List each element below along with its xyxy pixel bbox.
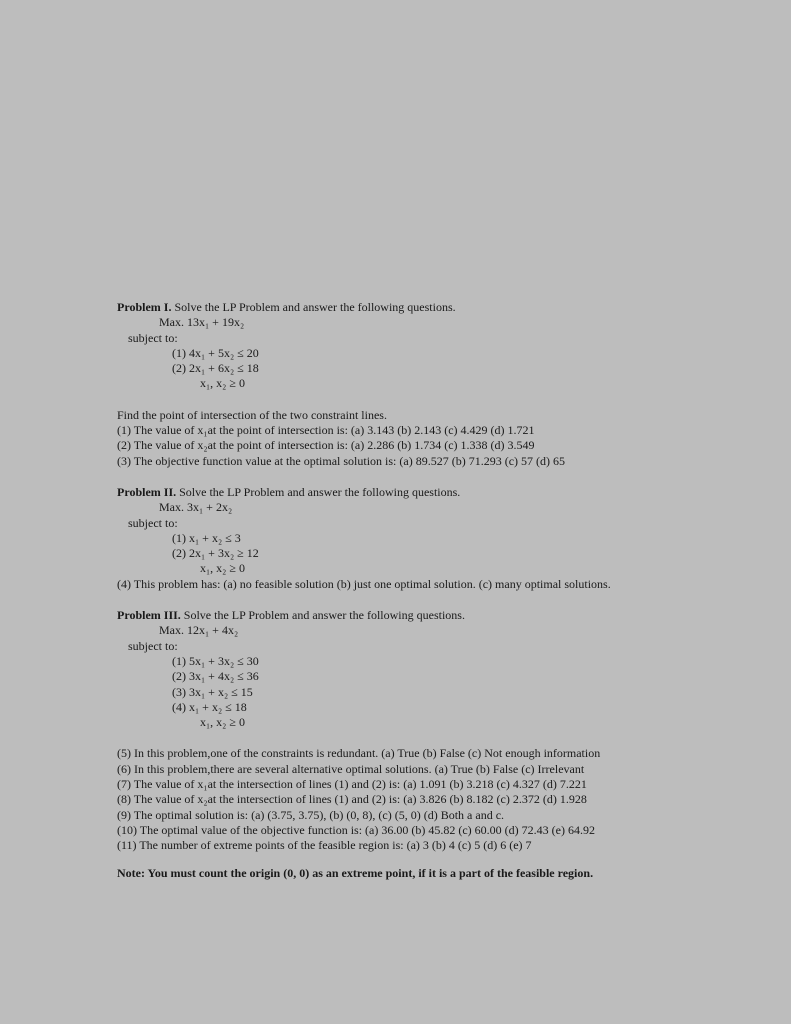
problem-1-constraint-2: (2) 2x₁ + 6x₂ ≤ 18: [172, 361, 259, 376]
question-1: (1) The value of x₁at the point of intersection is: (a) 3.143 (b) 2.143 (c) 4.429 (d) 1.721: [117, 423, 535, 438]
problem-2-header: [117, 485, 677, 500]
document-body: [117, 300, 677, 881]
problem-3-header: [117, 608, 677, 623]
question-5: (5) In this problem,one of the constraints is redundant. (a) True (b) False (c) Not enough information: [117, 746, 601, 761]
question-4: (4) This problem has: (a) no feasible solution (b) just one optimal solution. (c) many optimal solutions.: [117, 576, 611, 591]
problem-2-constraint-1: (1) x₁ + x₂ ≤ 3: [172, 530, 241, 545]
problem-3-constraint-3: (3) 3x₁ + x₂ ≤ 15: [172, 684, 253, 699]
problem-1-nonnegativity: x₁, x₂ ≥ 0: [200, 376, 245, 391]
problem-1-subject: subject to:: [128, 330, 178, 345]
problem-3-intro: Solve the LP Problem and answer the following questions.: [183, 608, 465, 623]
problem-2-constraint-2: (2) 2x₁ + 3x₂ ≥ 12: [172, 546, 259, 561]
question-11: (11) The number of extreme points of the feasible region is: (a) 3 (b) 4 (c) 5 (d) 6 (e) 7: [117, 838, 532, 853]
problem-3-nonnegativity: x₁, x₂ ≥ 0: [200, 715, 245, 730]
problem-1-header: [117, 300, 677, 315]
problem-1-find: Find the point of intersection of the two constraint lines.: [117, 407, 387, 422]
question-8: (8) The value of x₂at the intersection of lines (1) and (2) is: (a) 3.826 (b) 8.182 (c) 2.372 (d) 1.928: [117, 792, 587, 807]
problem-1-constraint-1: (1) 4x₁ + 5x₂ ≤ 20: [172, 345, 259, 360]
problem-3-constraint-2: (2) 3x₁ + 4x₂ ≤ 36: [172, 669, 259, 684]
question-9: (9) The optimal solution is: (a) (3.75, 3.75), (b) (0, 8), (c) (5, 0) (d) Both a and c.: [117, 807, 505, 822]
question-7: (7) The value of x₁at the intersection of lines (1) and (2) is: (a) 1.091 (b) 3.218 (c) 4.327 (d) 7.221: [117, 777, 587, 792]
note: Note: You must count the origin (0, 0) as an extreme point, if it is a part of the feasible region.: [117, 865, 594, 880]
problem-1-objective: Max. 13x₁ + 19x₂: [159, 315, 245, 330]
problem-3-constraint-1: (1) 5x₁ + 3x₂ ≤ 30: [172, 653, 259, 668]
problem-1-title: Problem I.: [117, 300, 172, 314]
problem-2-title: Problem II.: [117, 484, 177, 499]
problem-2-subject: subject to:: [128, 515, 178, 530]
problem-2-intro: Solve the LP Problem and answer the following questions.: [179, 484, 461, 499]
question-10: (10) The optimal value of the objective function is: (a) 36.00 (b) 45.82 (c) 60.00 (d) 72.43 (e) 64.92: [117, 822, 595, 837]
problem-3-title: Problem III.: [117, 608, 181, 623]
problem-3-constraint-4: (4) x₁ + x₂ ≤ 18: [172, 699, 247, 714]
problem-1-intro: Solve the LP Problem and answer the following questions.: [174, 300, 456, 314]
problem-3-objective: Max. 12x₁ + 4x₂: [159, 623, 239, 638]
problem-3-subject: subject to:: [128, 638, 178, 653]
question-2: (2) The value of x₂at the point of intersection is: (a) 2.286 (b) 1.734 (c) 1.338 (d) 3.549: [117, 438, 535, 453]
problem-2-objective: Max. 3x₁ + 2x₂: [159, 500, 233, 515]
question-3: (3) The objective function value at the optimal solution is: (a) 89.527 (b) 71.293 (c) 57 (d) 65: [117, 453, 566, 468]
question-6: (6) In this problem,there are several alternative optimal solutions. (a) True (b) False (c) Irrelevant: [117, 761, 585, 776]
problem-2-nonnegativity: x₁, x₂ ≥ 0: [200, 561, 245, 576]
